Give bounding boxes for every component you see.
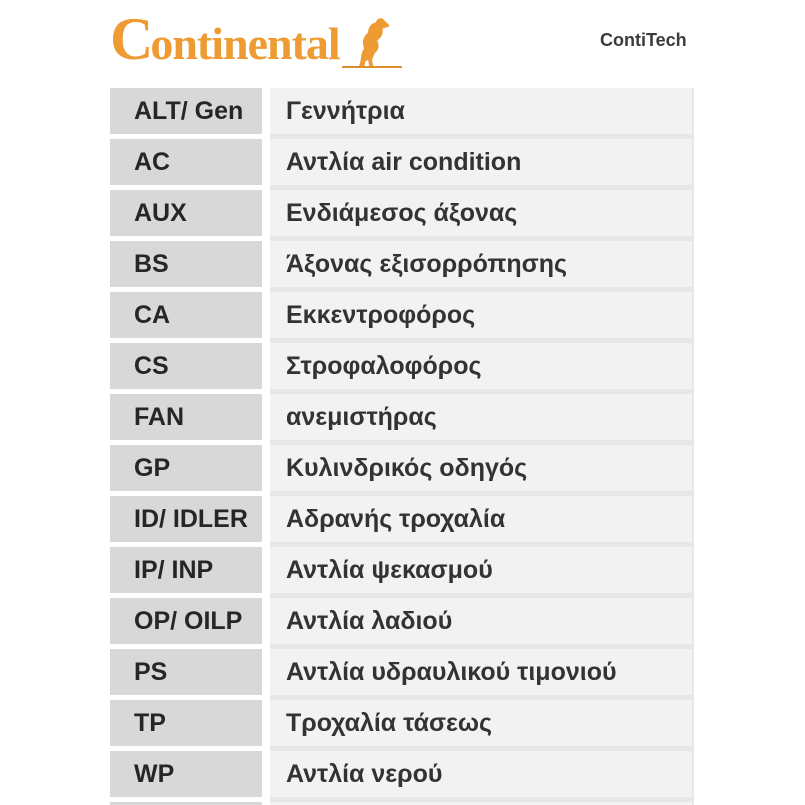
table-row [110,88,694,134]
table-row [110,496,694,542]
table-row [110,190,694,236]
description-cell: Αντλία νερού [270,751,694,797]
abbr-cell: PS [110,649,262,695]
description-cell: Κυλινδρικός οδηγός [270,445,694,491]
table-row [110,241,694,287]
description-cell: Τροχαλία τάσεως [270,700,694,746]
table-row [110,343,694,389]
abbr-cell: OP/ OILP [110,598,262,644]
abbr-cell: BS [110,241,262,287]
description-cell: Αντλία υδραυλικού τιμονιού [270,649,694,695]
description-cell: Άξονας εξισορρόπησης [270,241,694,287]
abbr-cell: ALT/ Gen [110,88,262,134]
table-row [110,394,694,440]
abbr-cell: WP [110,751,262,797]
table-row [110,751,694,797]
logo-underline [342,66,402,68]
description-cell: Αντλία λαδιού [270,598,694,644]
abbr-cell: IP/ INP [110,547,262,593]
abbr-cell: AC [110,139,262,185]
abbr-cell: FAN [110,394,262,440]
contitech-wordmark: ContiTech [600,30,687,50]
legend-table [110,88,694,805]
table-row [110,598,694,644]
table-row [110,139,694,185]
table-row [110,547,694,593]
description-cell: ανεμιστήρας [270,394,694,440]
abbr-cell: CS [110,343,262,389]
abbr-cell: CA [110,292,262,338]
table-row [110,700,694,746]
abbr-cell: AUX [110,190,262,236]
continental-wordmark: Continental [110,6,340,72]
abbr-cell: TP [110,700,262,746]
description-cell: Στροφαλοφόρος [270,343,694,389]
table-row [110,649,694,695]
abbr-cell: GP [110,445,262,491]
continental-logo [110,6,402,72]
description-cell: Αντλία air condition [270,139,694,185]
brand-header [0,0,805,88]
description-cell: Εκκεντροφόρος [270,292,694,338]
horse-icon [342,15,402,71]
description-cell: Γεννήτρια [270,88,694,134]
description-cell: Ενδιάμεσος άξονας [270,190,694,236]
abbr-cell: ID/ IDLER [110,496,262,542]
description-cell: Αδρανής τροχαλία [270,496,694,542]
table-row [110,445,694,491]
description-cell: Αντλία ψεκασμού [270,547,694,593]
table-row [110,292,694,338]
